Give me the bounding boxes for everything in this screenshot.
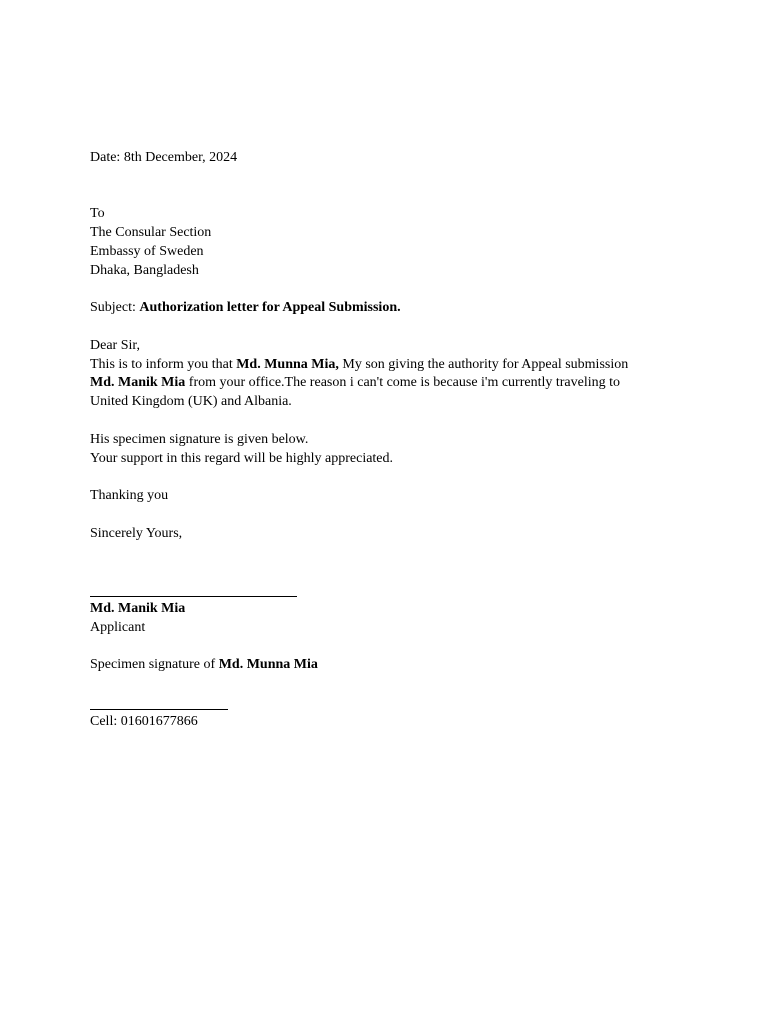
body-line-2	[90, 374, 620, 392]
body-line-1-end: My son giving the authority for Appeal submission	[338, 357, 629, 372]
recipient-to: To	[90, 206, 105, 221]
support-note: Your support in this regard will be highly appreciated.	[90, 451, 394, 466]
subject-text: Authorization letter for Appeal Submission.	[139, 300, 401, 315]
son-name: Md. Munna Mia,	[236, 357, 339, 372]
specimen-label: Specimen signature of	[90, 657, 219, 672]
recipient-line-2: Embassy of Sweden	[90, 244, 204, 259]
subject-line	[90, 299, 401, 317]
body-line-2-end: from your office.The reason i can't come is because i'm currently traveling to	[185, 375, 621, 390]
cell-number: Cell: 01601677866	[90, 714, 198, 729]
body-line-3: United Kingdom (UK) and Albania.	[90, 394, 292, 409]
body-line-1-start: This is to inform you that	[90, 357, 237, 372]
recipient-line-1: The Consular Section	[90, 225, 212, 240]
closing-line: Sincerely Yours,	[90, 526, 183, 541]
applicant-role: Applicant	[90, 620, 146, 635]
recipient-line-3: Dhaka, Bangladesh	[90, 263, 199, 278]
body-line-1	[90, 356, 628, 374]
applicant-name-inline: Md. Manik Mia	[90, 375, 186, 390]
letter-date: Date: 8th December, 2024	[90, 150, 238, 165]
salutation: Dear Sir,	[90, 338, 140, 353]
specimen-signature-label	[90, 656, 318, 674]
specimen-name: Md. Munna Mia	[218, 657, 318, 672]
applicant-name: Md. Manik Mia	[90, 601, 186, 616]
specimen-signature-line	[90, 709, 228, 710]
specimen-note: His specimen signature is given below.	[90, 432, 309, 447]
applicant-signature-line	[90, 596, 297, 597]
thanks-line: Thanking you	[90, 488, 169, 503]
subject-label: Subject:	[90, 300, 140, 315]
